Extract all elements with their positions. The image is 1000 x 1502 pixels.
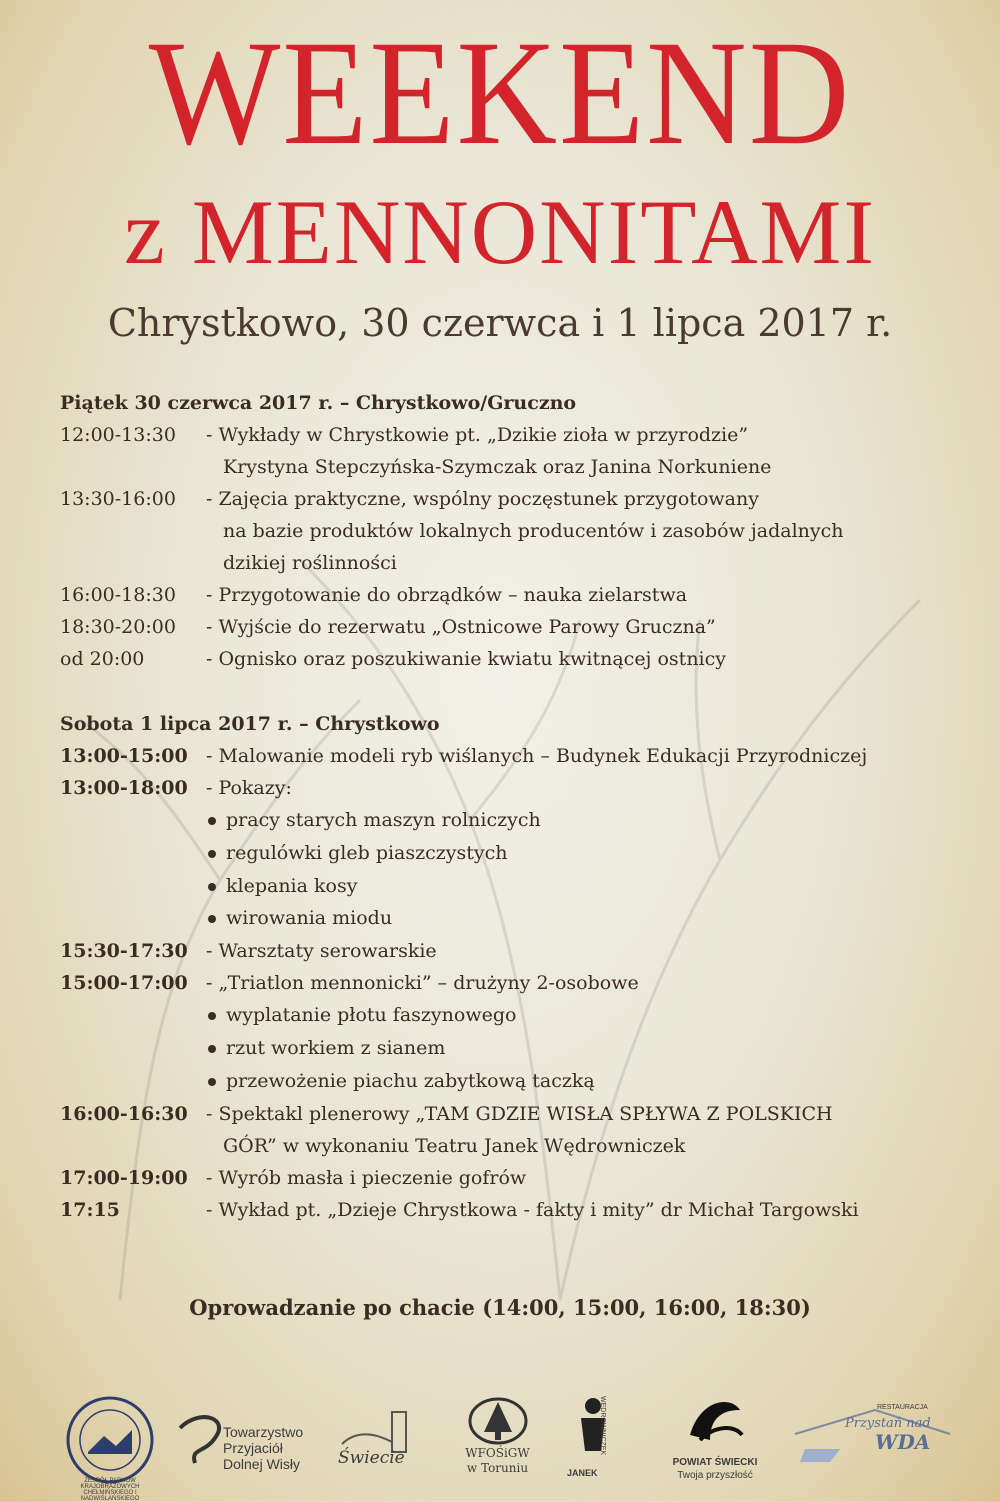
item-text: [206, 1098, 960, 1162]
janek-figure-icon: [573, 1396, 613, 1466]
przystan-label: RESTAURACJA: [877, 1404, 928, 1411]
bullet-text: rzut workiem z sianem: [226, 1036, 446, 1059]
bullet-dot: [208, 1012, 216, 1020]
bullet-text: klepania kosy: [226, 874, 358, 897]
sponsor-logos: [60, 1390, 960, 1502]
item-line: Krystyna Stepczyńska-Szymczak oraz Janina Norkuniene: [223, 456, 772, 478]
schedule-item: [60, 1162, 960, 1194]
item-line: GÓR” w wykonaniu Teatru Janek Wędrowniczek: [223, 1134, 686, 1157]
item-text: - Malowanie modeli ryb wiślanych – Budynek Edukacji Przyrodniczej: [206, 745, 868, 767]
item-text: - Warsztaty serowarskie: [206, 940, 437, 963]
schedule-item: [60, 740, 960, 772]
schedule-item: [60, 419, 960, 483]
item-time: 17:00-19:00: [60, 1166, 188, 1189]
bullet-item: [60, 870, 960, 903]
bullet-item: [60, 804, 960, 837]
wfosigw-line: w Toruniu: [466, 1461, 529, 1475]
item-text: - Przygotowanie do obrządków – nauka zielarstwa: [206, 584, 688, 606]
schedule-item: [60, 967, 960, 999]
item-text: - Ognisko oraz poszukiwanie kwiatu kwitnącej ostnicy: [206, 648, 727, 670]
powiat-emblem: [680, 1390, 750, 1450]
item-time: 13:00-15:00: [60, 745, 188, 767]
item-text: - Pokazy:: [206, 777, 292, 799]
bullet-text: wyplatanie płotu faszynowego: [226, 1004, 517, 1027]
item-time: 13:00-18:00: [60, 777, 188, 799]
item-line: na bazie produktów lokalnych producentów i zasobów jadalnych: [223, 520, 844, 542]
item-time: 18:30-20:00: [60, 616, 176, 638]
item-time: 16:00-16:30: [60, 1102, 188, 1125]
item-line: dzikiej roślinności: [223, 552, 397, 574]
schedule-item: [60, 772, 960, 804]
bullet-item: [60, 837, 960, 870]
wfosigw-line: WFOŚiGW: [465, 1446, 530, 1460]
bullet-item: [60, 902, 960, 935]
item-text: - „Triatlon mennonicki” – drużyny 2-osobowe: [206, 972, 639, 995]
item-time: od 20:00: [60, 648, 145, 670]
swiecie-text: Świecie: [338, 1448, 405, 1468]
bullet-item: [60, 1065, 960, 1098]
wfosigw-logo: [450, 1390, 545, 1490]
item-time: 15:30-17:30: [60, 940, 188, 963]
towarzystwo-logo: [175, 1390, 325, 1490]
item-line: - Zajęcia praktyczne, wspólny poczęstunek przygotowany: [206, 488, 759, 510]
bullet-item: [60, 999, 960, 1032]
janek-logo: [565, 1390, 645, 1490]
friday-heading: Piątek 30 czerwca 2017 r. – Chrystkowo/Gruczno: [60, 392, 577, 414]
title-mennonitami: z MENNONITAMI: [124, 181, 876, 283]
item-time: 12:00-13:30: [60, 424, 176, 446]
zespol-parkow-emblem: [60, 1390, 160, 1490]
item-time: 17:15: [60, 1198, 120, 1221]
bullet-text: regulówki gleb piaszczystych: [226, 841, 508, 864]
powiat-line: Twoja przyszłość: [677, 1470, 753, 1481]
bullet-dot: [208, 850, 216, 858]
bullet-dot: [208, 883, 216, 891]
item-text: [206, 483, 960, 579]
schedule-item: [60, 579, 960, 611]
title-weekend: WEEKEND: [148, 10, 852, 176]
bullet-dot: [208, 915, 216, 923]
towarzystwo-line: Przyjaciół: [223, 1440, 283, 1456]
item-line: - Spektakl plenerowy „TAM GDZIE WISŁA SPŁYWA Z POLSKICH: [206, 1102, 833, 1125]
schedule-item: [60, 643, 960, 675]
powiat-text: [660, 1456, 770, 1482]
event-date-place: Chrystkowo, 30 czerwca i 1 lipca 2017 r.: [107, 301, 893, 345]
bullet-dot: [208, 1045, 216, 1053]
saturday-schedule: [60, 708, 960, 1226]
bullet-item: [60, 1032, 960, 1065]
towarzystwo-line: Towarzystwo: [223, 1424, 304, 1440]
schedule-item: [60, 1098, 960, 1162]
zespol-parkow-text: ZESPÓŁ PARKÓW KRAJOBRAZOWYCH CHEŁMIŃSKIEGO I NADWIŚLAŃSKIEGO: [80, 1478, 140, 1502]
schedule-item: [60, 611, 960, 643]
item-time: 16:00-18:30: [60, 584, 176, 606]
guided-tour-note: Oprowadzanie po chacie (14:00, 15:00, 16:00, 18:30): [189, 1295, 811, 1320]
item-text: - Wykład pt. „Dzieje Chrystkowa - fakty i mity” dr Michał Targowski: [206, 1198, 859, 1221]
saturday-heading: Sobota 1 lipca 2017 r. – Chrystkowo: [60, 713, 440, 735]
powiat-logo: [660, 1390, 770, 1490]
schedule-item: [60, 935, 960, 967]
swiecie-logo: [328, 1390, 428, 1490]
item-text: [206, 419, 960, 483]
towarzystwo-line: Dolnej Wisły: [223, 1456, 301, 1472]
schedule-item: [60, 483, 960, 579]
janek-text: JANEK: [567, 1468, 598, 1478]
item-time: 15:00-17:00: [60, 972, 188, 995]
wfosigw-tree-icon: [468, 1396, 528, 1446]
bullet-dot: [208, 1078, 216, 1086]
bullet-text: wirowania miodu: [226, 907, 393, 930]
bullet-text: pracy starych maszyn rolniczych: [226, 809, 541, 831]
item-text: - Wyjście do rezerwatu „Ostnicowe Parowy Gruczna”: [206, 616, 716, 638]
towarzystwo-text: [223, 1424, 303, 1472]
schedule-item: [60, 1194, 960, 1226]
item-line: - Wykłady w Chrystkowie pt. „Dzikie zioła w przyrodzie”: [206, 424, 749, 446]
powiat-line: POWIAT ŚWIECKI: [672, 1457, 758, 1468]
przystan-name: Przystań nad: [845, 1416, 931, 1431]
wfosigw-text: [450, 1446, 545, 1476]
przystan-wda: WDA: [875, 1430, 931, 1454]
zespol-parkow-logo: [60, 1390, 170, 1502]
friday-schedule: [60, 387, 960, 675]
bullet-text: przewożenie piachu zabytkową taczką: [226, 1069, 595, 1092]
bullet-dot: [208, 817, 216, 825]
przystan-logo: [785, 1390, 960, 1490]
item-time: 13:30-16:00: [60, 488, 176, 510]
item-text: - Wyrób masła i pieczenie gofrów: [206, 1166, 527, 1189]
janek-vertical-text: WĘDROWNICZEK: [599, 1396, 606, 1456]
